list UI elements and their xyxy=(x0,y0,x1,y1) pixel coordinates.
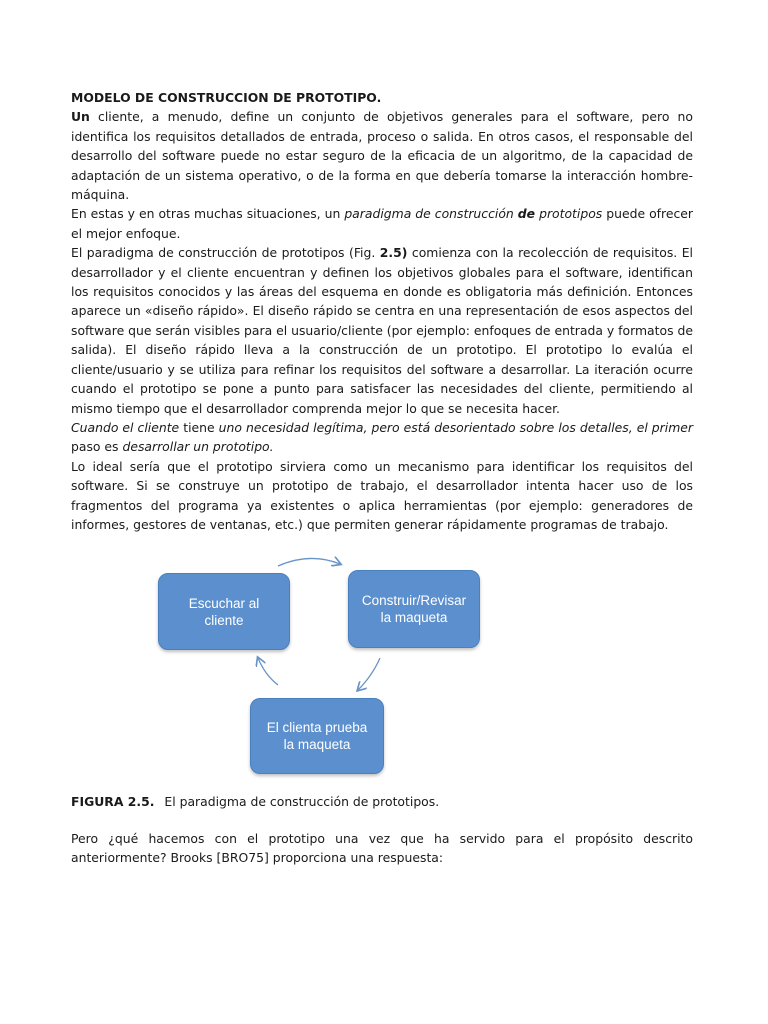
section-heading: MODELO DE CONSTRUCCION DE PROTOTIPO. xyxy=(71,90,382,105)
box-construir-revisar xyxy=(348,570,480,648)
paragraph-4-text-b: paso es xyxy=(71,439,123,455)
figure-reference: 2.5) xyxy=(379,245,408,261)
figure-caption-label: FIGURA 2.5. xyxy=(71,794,155,809)
paragraph-2-em-bold: de xyxy=(517,206,536,222)
box-escuchar-cliente-label: Escuchar al cliente xyxy=(188,595,260,628)
body-text xyxy=(71,88,693,534)
paragraph-4 xyxy=(71,418,693,457)
prototype-cycle-diagram xyxy=(150,550,490,775)
paragraph-3-text-a: El paradigma de construcción de prototipos (Fig. xyxy=(71,245,380,261)
paragraph-2 xyxy=(71,204,693,243)
closing-paragraph: Pero ¿qué hacemos con el prototipo una vez que ha servido para el propósito descrito anteriormente? Brooks [BRO75] proporciona una respuesta: xyxy=(71,831,693,866)
paragraph-4-text-a: tiene xyxy=(179,419,219,435)
paragraph-4-em-c: desarrollar un prototipo. xyxy=(122,439,274,455)
figure-caption xyxy=(71,792,439,811)
box-escuchar-cliente xyxy=(158,573,290,650)
paragraph-2-text-a: En estas y en otras muchas situaciones, un xyxy=(71,206,345,222)
arrow-left xyxy=(258,658,278,685)
paragraph-2-em-a: paradigma de construcción xyxy=(344,206,518,222)
paragraph-1 xyxy=(71,107,693,204)
box-construir-revisar-label: Construir/Revisar la maqueta xyxy=(361,593,467,625)
figure-caption-text: El paradigma de construcción de prototipos. xyxy=(164,794,440,809)
paragraph-3 xyxy=(71,243,693,418)
paragraph-3-text-b: comienza con la recolección de requisitos. El desarrollador y el cliente encuentran y definen los objetivos globales para el software, identifican los requisitos conocidos y las áreas del esquema en donde es obligatoria más definición. Entonces aparece un «diseño rápido». El diseño rápido se centra en una representación de esos aspectos del software que serán visibles para el usuario/cliente (por ejemplo: enfoques de entrada y formatos de salida). El diseño rápido lleva a la construcción de un prototipo. El prototipo lo evalúa el cliente/usuario y se utiliza para refinar los requisitos del software a desarrollar. La iteración ocurre cuando el prototipo se pone a punto para satisfacer las necesidades del cliente, permitiendo al mismo tiempo que el desarrollador comprenda mejor lo que se necesita hacer. xyxy=(71,245,693,416)
paragraph-2-em-b: prototipos xyxy=(535,206,603,222)
paragraph-4-em-a: Cuando el cliente xyxy=(71,419,180,435)
arrow-top xyxy=(278,558,340,566)
box-cliente-prueba xyxy=(250,698,384,774)
paragraph-4-em-b: uno necesidad legítima, pero está desorientado sobre los detalles, el primer xyxy=(218,419,693,435)
box-cliente-prueba-label: El clienta prueba la maqueta xyxy=(266,720,368,752)
paragraph-1-text: cliente, a menudo, define un conjunto de objetivos generales para el software, pero no identifica los requisitos detallados de entrada, proceso o salida. En otros casos, el responsable del desarrollo del software puede no estar seguro de la eficacia de un algoritmo, de la capacidad de adaptación de un sistema operativo, o de la forma en que debería tomarse la interacción hombre-máquina. xyxy=(71,109,693,203)
paragraph-5: Lo ideal sería que el prototipo sirviera como un mecanismo para identificar los requisitos del software. Si se construye un prototipo de trabajo, el desarrollador intenta hacer uso de los fragmentos del programa ya existentes o aplica herramientas (por ejemplo: generadores de informes, gestores de ventanas, etc.) que permiten generar rápidamente programas de trabajo. xyxy=(71,458,693,532)
arrow-right xyxy=(358,658,380,690)
paragraph-1-lead: Un xyxy=(71,109,90,125)
paragraph-2-text-b: puede ofrecer el mejor enfoque. xyxy=(71,206,694,241)
